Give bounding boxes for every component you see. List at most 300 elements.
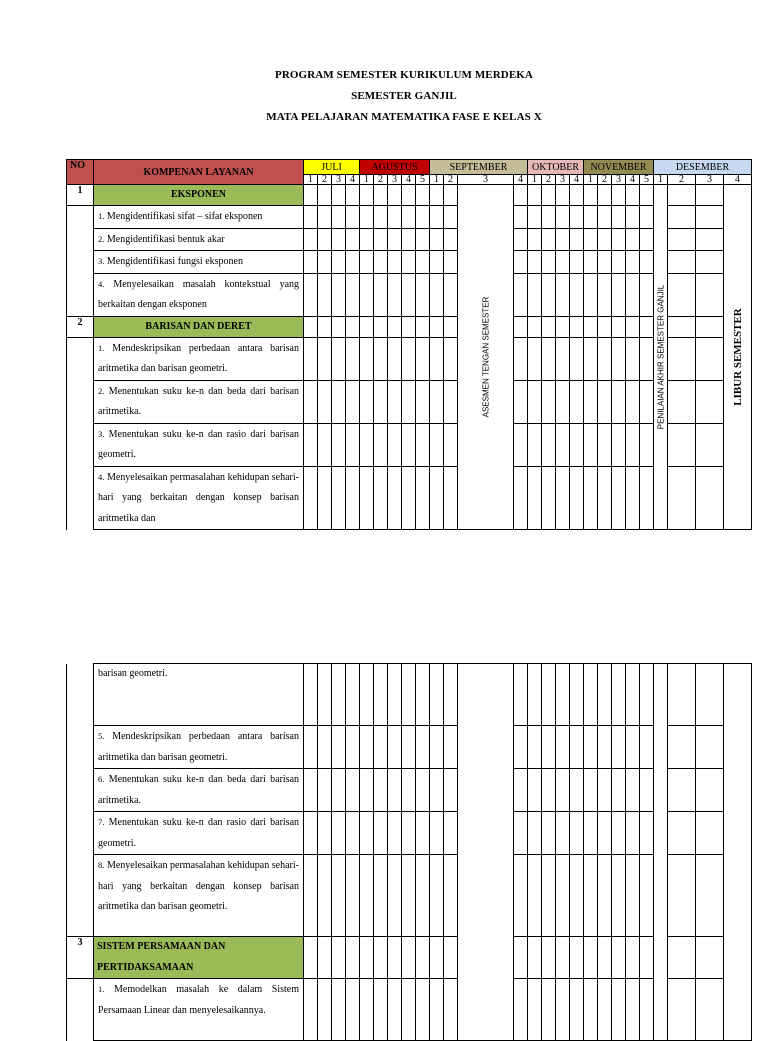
schedule-cell[interactable] [626,769,640,812]
schedule-cell[interactable] [430,185,444,206]
schedule-cell[interactable] [584,726,598,769]
schedule-cell[interactable] [668,769,696,812]
schedule-cell[interactable] [444,337,458,380]
schedule-cell[interactable] [668,855,696,937]
schedule-cell[interactable] [430,769,444,812]
schedule-cell[interactable] [570,251,584,274]
schedule-cell[interactable] [696,466,724,530]
schedule-cell[interactable] [584,855,598,937]
schedule-cell[interactable] [640,979,654,1041]
schedule-cell[interactable] [402,855,416,937]
schedule-cell[interactable] [402,185,416,206]
schedule-cell[interactable] [332,726,346,769]
schedule-cell[interactable] [304,206,318,229]
schedule-cell[interactable] [612,979,626,1041]
schedule-cell[interactable] [304,251,318,274]
schedule-cell[interactable] [514,937,528,979]
schedule-cell[interactable] [668,337,696,380]
schedule-cell[interactable] [696,337,724,380]
schedule-cell[interactable] [626,726,640,769]
schedule-cell[interactable] [444,664,458,726]
schedule-cell[interactable] [598,273,612,316]
schedule-cell[interactable] [570,937,584,979]
schedule-cell[interactable] [640,337,654,380]
schedule-cell[interactable] [318,228,332,251]
schedule-cell[interactable] [556,251,570,274]
schedule-cell[interactable] [430,664,444,726]
schedule-cell[interactable] [332,206,346,229]
schedule-cell[interactable] [696,228,724,251]
schedule-cell[interactable] [304,937,318,979]
schedule-cell[interactable] [444,316,458,337]
schedule-cell[interactable] [346,726,360,769]
schedule-cell[interactable] [598,185,612,206]
schedule-cell[interactable] [598,937,612,979]
schedule-cell[interactable] [374,185,388,206]
schedule-cell[interactable] [598,206,612,229]
schedule-cell[interactable] [360,937,374,979]
schedule-cell[interactable] [626,273,640,316]
schedule-cell[interactable] [556,812,570,855]
schedule-cell[interactable] [430,206,444,229]
schedule-cell[interactable] [584,812,598,855]
schedule-cell[interactable] [430,251,444,274]
schedule-cell[interactable] [430,228,444,251]
schedule-cell[interactable] [514,979,528,1041]
schedule-cell[interactable] [556,664,570,726]
schedule-cell[interactable] [402,466,416,530]
schedule-cell[interactable] [514,466,528,530]
schedule-cell[interactable] [612,206,626,229]
schedule-cell[interactable] [514,206,528,229]
schedule-cell[interactable] [388,423,402,466]
schedule-cell[interactable] [640,316,654,337]
schedule-cell[interactable] [430,937,444,979]
schedule-cell[interactable] [402,769,416,812]
schedule-cell[interactable] [304,466,318,530]
schedule-cell[interactable] [528,273,542,316]
schedule-cell[interactable] [514,337,528,380]
schedule-cell[interactable] [668,380,696,423]
schedule-cell[interactable] [626,316,640,337]
schedule-cell[interactable] [430,316,444,337]
schedule-cell[interactable] [346,855,360,937]
schedule-cell[interactable] [570,206,584,229]
schedule-cell[interactable] [514,812,528,855]
schedule-cell[interactable] [626,466,640,530]
schedule-cell[interactable] [332,855,346,937]
schedule-cell[interactable] [640,185,654,206]
schedule-cell[interactable] [332,337,346,380]
schedule-cell[interactable] [444,206,458,229]
schedule-cell[interactable] [612,185,626,206]
schedule-cell[interactable] [416,251,430,274]
schedule-cell[interactable] [374,769,388,812]
schedule-cell[interactable] [416,812,430,855]
schedule-cell[interactable] [360,380,374,423]
schedule-cell[interactable] [346,979,360,1041]
schedule-cell[interactable] [668,937,696,979]
schedule-cell[interactable] [304,185,318,206]
schedule-cell[interactable] [346,273,360,316]
schedule-cell[interactable] [402,337,416,380]
schedule-cell[interactable] [556,466,570,530]
schedule-cell[interactable] [318,206,332,229]
schedule-cell[interactable] [402,812,416,855]
schedule-cell[interactable] [556,726,570,769]
schedule-cell[interactable] [374,466,388,530]
schedule-cell[interactable] [696,273,724,316]
schedule-cell[interactable] [542,380,556,423]
schedule-cell[interactable] [598,423,612,466]
schedule-cell[interactable] [542,337,556,380]
schedule-cell[interactable] [374,812,388,855]
schedule-cell[interactable] [626,812,640,855]
schedule-cell[interactable] [346,251,360,274]
schedule-cell[interactable] [584,185,598,206]
schedule-cell[interactable] [696,726,724,769]
schedule-cell[interactable] [346,769,360,812]
schedule-cell[interactable] [416,228,430,251]
schedule-cell[interactable] [528,423,542,466]
schedule-cell[interactable] [514,380,528,423]
schedule-cell[interactable] [612,423,626,466]
schedule-cell[interactable] [528,812,542,855]
schedule-cell[interactable] [514,228,528,251]
schedule-cell[interactable] [612,251,626,274]
schedule-cell[interactable] [556,185,570,206]
schedule-cell[interactable] [318,937,332,979]
schedule-cell[interactable] [556,316,570,337]
schedule-cell[interactable] [318,466,332,530]
schedule-cell[interactable] [402,251,416,274]
schedule-cell[interactable] [556,937,570,979]
schedule-cell[interactable] [444,228,458,251]
schedule-cell[interactable] [346,228,360,251]
schedule-cell[interactable] [528,466,542,530]
schedule-cell[interactable] [360,273,374,316]
schedule-cell[interactable] [570,423,584,466]
schedule-cell[interactable] [360,769,374,812]
schedule-cell[interactable] [388,769,402,812]
schedule-cell[interactable] [402,664,416,726]
schedule-cell[interactable] [598,812,612,855]
schedule-cell[interactable] [668,316,696,337]
schedule-cell[interactable] [346,423,360,466]
schedule-cell[interactable] [374,380,388,423]
schedule-cell[interactable] [318,664,332,726]
schedule-cell[interactable] [388,812,402,855]
schedule-cell[interactable] [626,185,640,206]
schedule-cell[interactable] [542,273,556,316]
schedule-cell[interactable] [570,273,584,316]
schedule-cell[interactable] [346,185,360,206]
schedule-cell[interactable] [640,855,654,937]
schedule-cell[interactable] [318,251,332,274]
schedule-cell[interactable] [444,466,458,530]
schedule-cell[interactable] [668,664,696,726]
schedule-cell[interactable] [388,273,402,316]
schedule-cell[interactable] [626,664,640,726]
schedule-cell[interactable] [668,423,696,466]
schedule-cell[interactable] [612,937,626,979]
schedule-cell[interactable] [360,466,374,530]
schedule-cell[interactable] [514,251,528,274]
schedule-cell[interactable] [318,812,332,855]
schedule-cell[interactable] [444,726,458,769]
schedule-cell[interactable] [598,466,612,530]
schedule-cell[interactable] [696,316,724,337]
schedule-cell[interactable] [318,979,332,1041]
schedule-cell[interactable] [360,206,374,229]
schedule-cell[interactable] [584,337,598,380]
schedule-cell[interactable] [444,380,458,423]
schedule-cell[interactable] [528,769,542,812]
schedule-cell[interactable] [640,937,654,979]
schedule-cell[interactable] [360,251,374,274]
schedule-cell[interactable] [598,979,612,1041]
schedule-cell[interactable] [528,380,542,423]
schedule-cell[interactable] [640,664,654,726]
schedule-cell[interactable] [388,228,402,251]
schedule-cell[interactable] [570,812,584,855]
schedule-cell[interactable] [444,185,458,206]
schedule-cell[interactable] [346,316,360,337]
schedule-cell[interactable] [640,726,654,769]
schedule-cell[interactable] [598,251,612,274]
schedule-cell[interactable] [332,185,346,206]
schedule-cell[interactable] [584,380,598,423]
schedule-cell[interactable] [626,979,640,1041]
schedule-cell[interactable] [304,979,318,1041]
schedule-cell[interactable] [584,423,598,466]
schedule-cell[interactable] [598,228,612,251]
schedule-cell[interactable] [416,769,430,812]
schedule-cell[interactable] [612,812,626,855]
schedule-cell[interactable] [388,380,402,423]
schedule-cell[interactable] [542,228,556,251]
schedule-cell[interactable] [332,937,346,979]
schedule-cell[interactable] [696,206,724,229]
schedule-cell[interactable] [318,380,332,423]
schedule-cell[interactable] [416,664,430,726]
schedule-cell[interactable] [598,316,612,337]
schedule-cell[interactable] [542,979,556,1041]
schedule-cell[interactable] [416,855,430,937]
schedule-cell[interactable] [444,251,458,274]
schedule-cell[interactable] [570,228,584,251]
schedule-cell[interactable] [304,812,318,855]
schedule-cell[interactable] [514,423,528,466]
schedule-cell[interactable] [304,769,318,812]
schedule-cell[interactable] [346,337,360,380]
schedule-cell[interactable] [556,380,570,423]
schedule-cell[interactable] [570,185,584,206]
schedule-cell[interactable] [570,855,584,937]
schedule-cell[interactable] [584,316,598,337]
schedule-cell[interactable] [626,337,640,380]
schedule-cell[interactable] [332,812,346,855]
schedule-cell[interactable] [388,726,402,769]
schedule-cell[interactable] [514,855,528,937]
schedule-cell[interactable] [402,228,416,251]
schedule-cell[interactable] [626,251,640,274]
schedule-cell[interactable] [542,937,556,979]
schedule-cell[interactable] [584,979,598,1041]
schedule-cell[interactable] [514,664,528,726]
schedule-cell[interactable] [430,466,444,530]
schedule-cell[interactable] [612,726,626,769]
schedule-cell[interactable] [570,769,584,812]
schedule-cell[interactable] [374,664,388,726]
schedule-cell[interactable] [318,337,332,380]
schedule-cell[interactable] [584,206,598,229]
schedule-cell[interactable] [640,380,654,423]
schedule-cell[interactable] [416,316,430,337]
schedule-cell[interactable] [556,855,570,937]
schedule-cell[interactable] [542,423,556,466]
schedule-cell[interactable] [696,979,724,1041]
schedule-cell[interactable] [444,855,458,937]
schedule-cell[interactable] [430,273,444,316]
schedule-cell[interactable] [598,855,612,937]
schedule-cell[interactable] [570,979,584,1041]
schedule-cell[interactable] [304,855,318,937]
schedule-cell[interactable] [388,979,402,1041]
schedule-cell[interactable] [542,251,556,274]
schedule-cell[interactable] [612,380,626,423]
schedule-cell[interactable] [668,812,696,855]
schedule-cell[interactable] [360,726,374,769]
schedule-cell[interactable] [332,228,346,251]
schedule-cell[interactable] [528,337,542,380]
schedule-cell[interactable] [626,206,640,229]
schedule-cell[interactable] [668,979,696,1041]
schedule-cell[interactable] [304,380,318,423]
schedule-cell[interactable] [612,769,626,812]
schedule-cell[interactable] [430,423,444,466]
schedule-cell[interactable] [696,380,724,423]
schedule-cell[interactable] [360,979,374,1041]
schedule-cell[interactable] [626,855,640,937]
schedule-cell[interactable] [332,769,346,812]
schedule-cell[interactable] [528,979,542,1041]
schedule-cell[interactable] [346,380,360,423]
schedule-cell[interactable] [528,228,542,251]
schedule-cell[interactable] [416,206,430,229]
schedule-cell[interactable] [374,206,388,229]
schedule-cell[interactable] [444,769,458,812]
schedule-cell[interactable] [416,937,430,979]
schedule-cell[interactable] [388,337,402,380]
schedule-cell[interactable] [402,206,416,229]
schedule-cell[interactable] [360,316,374,337]
schedule-cell[interactable] [542,466,556,530]
schedule-cell[interactable] [304,273,318,316]
schedule-cell[interactable] [360,855,374,937]
schedule-cell[interactable] [374,251,388,274]
schedule-cell[interactable] [542,726,556,769]
schedule-cell[interactable] [612,855,626,937]
schedule-cell[interactable] [556,769,570,812]
schedule-cell[interactable] [612,316,626,337]
schedule-cell[interactable] [570,337,584,380]
schedule-cell[interactable] [514,726,528,769]
schedule-cell[interactable] [318,273,332,316]
schedule-cell[interactable] [374,726,388,769]
schedule-cell[interactable] [374,979,388,1041]
schedule-cell[interactable] [388,251,402,274]
schedule-cell[interactable] [388,855,402,937]
schedule-cell[interactable] [542,664,556,726]
schedule-cell[interactable] [584,664,598,726]
schedule-cell[interactable] [318,185,332,206]
schedule-cell[interactable] [640,228,654,251]
schedule-cell[interactable] [332,316,346,337]
schedule-cell[interactable] [360,812,374,855]
schedule-cell[interactable] [360,423,374,466]
schedule-cell[interactable] [570,664,584,726]
schedule-cell[interactable] [542,855,556,937]
schedule-cell[interactable] [444,937,458,979]
schedule-cell[interactable] [640,466,654,530]
schedule-cell[interactable] [374,937,388,979]
schedule-cell[interactable] [668,206,696,229]
schedule-cell[interactable] [304,726,318,769]
schedule-cell[interactable] [318,726,332,769]
schedule-cell[interactable] [696,937,724,979]
schedule-cell[interactable] [542,206,556,229]
schedule-cell[interactable] [304,423,318,466]
schedule-cell[interactable] [584,228,598,251]
schedule-cell[interactable] [528,316,542,337]
schedule-cell[interactable] [388,316,402,337]
schedule-cell[interactable] [402,937,416,979]
schedule-cell[interactable] [332,273,346,316]
schedule-cell[interactable] [626,937,640,979]
schedule-cell[interactable] [556,423,570,466]
schedule-cell[interactable] [416,337,430,380]
schedule-cell[interactable] [528,664,542,726]
schedule-cell[interactable] [528,726,542,769]
schedule-cell[interactable] [332,466,346,530]
schedule-cell[interactable] [318,316,332,337]
schedule-cell[interactable] [332,664,346,726]
schedule-cell[interactable] [374,228,388,251]
schedule-cell[interactable] [584,273,598,316]
schedule-cell[interactable] [346,937,360,979]
schedule-cell[interactable] [318,855,332,937]
schedule-cell[interactable] [346,664,360,726]
schedule-cell[interactable] [626,228,640,251]
schedule-cell[interactable] [528,855,542,937]
schedule-cell[interactable] [360,228,374,251]
schedule-cell[interactable] [304,337,318,380]
schedule-cell[interactable] [598,726,612,769]
schedule-cell[interactable] [416,380,430,423]
schedule-cell[interactable] [416,726,430,769]
schedule-cell[interactable] [696,423,724,466]
schedule-cell[interactable] [626,380,640,423]
schedule-cell[interactable] [668,466,696,530]
schedule-cell[interactable] [696,664,724,726]
schedule-cell[interactable] [360,337,374,380]
schedule-cell[interactable] [388,206,402,229]
schedule-cell[interactable] [556,228,570,251]
schedule-cell[interactable] [388,185,402,206]
schedule-cell[interactable] [668,726,696,769]
schedule-cell[interactable] [304,228,318,251]
